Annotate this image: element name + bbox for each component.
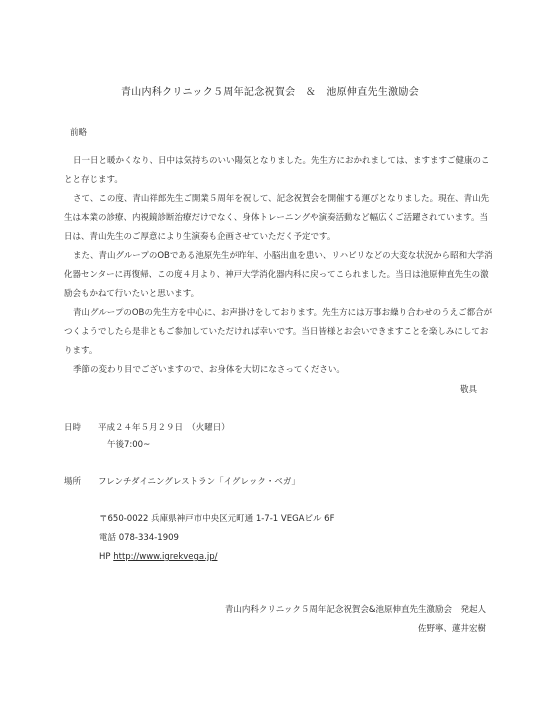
page-title: 青山内科クリニック５周年記念祝賀会 ＆ 池原伸直先生激励会 (120, 87, 420, 98)
paragraph-anniversary: さて、この度、青山祥郎先生ご開業５周年を祝して、記念祝賀会を開催する運びとなりました。現在、青山先生は本業の診療、内視鏡診断治療だけでなく、身体トレーニングや演奏活動など幅広くご活躍されています。当日は、青山先生のご厚意により生演奏も企画させていただく予定です。 (64, 194, 490, 242)
paragraph-greeting: 日一日と暖かくなり、日中は気持ちのいい陽気となりました。先生方におかれましては、ますますご健康のことと存じます。 (64, 156, 490, 185)
homepage-link[interactable]: http://www.igrekvega.jp/ (113, 552, 218, 562)
datetime-label: 日時 (64, 423, 82, 433)
datetime-value: 平成２４年５月２９日 （火曜日） (98, 423, 230, 433)
closing: 敬具 (459, 385, 477, 395)
organizers (225, 601, 486, 639)
event-time: 午後7:00~ (107, 440, 151, 450)
venue-homepage (99, 548, 334, 567)
event-datetime (64, 421, 230, 433)
homepage-prefix: HP (99, 552, 114, 562)
venue-contact (99, 510, 334, 567)
venue-value: フレンチダイニングレストラン「イグレック・ベガ」 (98, 477, 300, 487)
venue-phone: 電話 078-334-1909 (99, 533, 179, 543)
paragraph-invitation: 青山グループのOBの先生方を中心に、お声掛けをしております。先生方には万事お繰り合わせのうえご都合がつくようでしたら是非ともご参加していただければ幸いです。当日皆様とお会いできますことを楽しみにしております。 (64, 308, 493, 356)
organizers-event: 青山内科クリニック５周年記念祝賀会&池原伸直先生激励会 発起人 (224, 605, 486, 615)
paragraph-season: 季節の変わり目でございますので、お身体を大切になさってください。 (73, 365, 345, 375)
venue-address: 〒650-0022 兵庫県神戸市中央区元町通 1-7-1 VEGAビル 6F (99, 514, 335, 524)
event-venue (64, 475, 300, 487)
salutation: 前略 (70, 128, 88, 138)
organizers-names: 佐野寧、蓮井宏樹 (417, 624, 486, 634)
paragraph-ikehara: また、青山グループのOBである池原先生が昨年、小脳出血を患い、リハビリなどの大変な状況から昭和大学消化器センターに再復帰、この度４月より、神戸大学消化器内科に戻ってこられました。当日は池原伸直先生の激励会もかねて行いたいと思います。 (64, 251, 493, 299)
letter-body (64, 152, 494, 380)
venue-label: 場所 (64, 477, 82, 487)
